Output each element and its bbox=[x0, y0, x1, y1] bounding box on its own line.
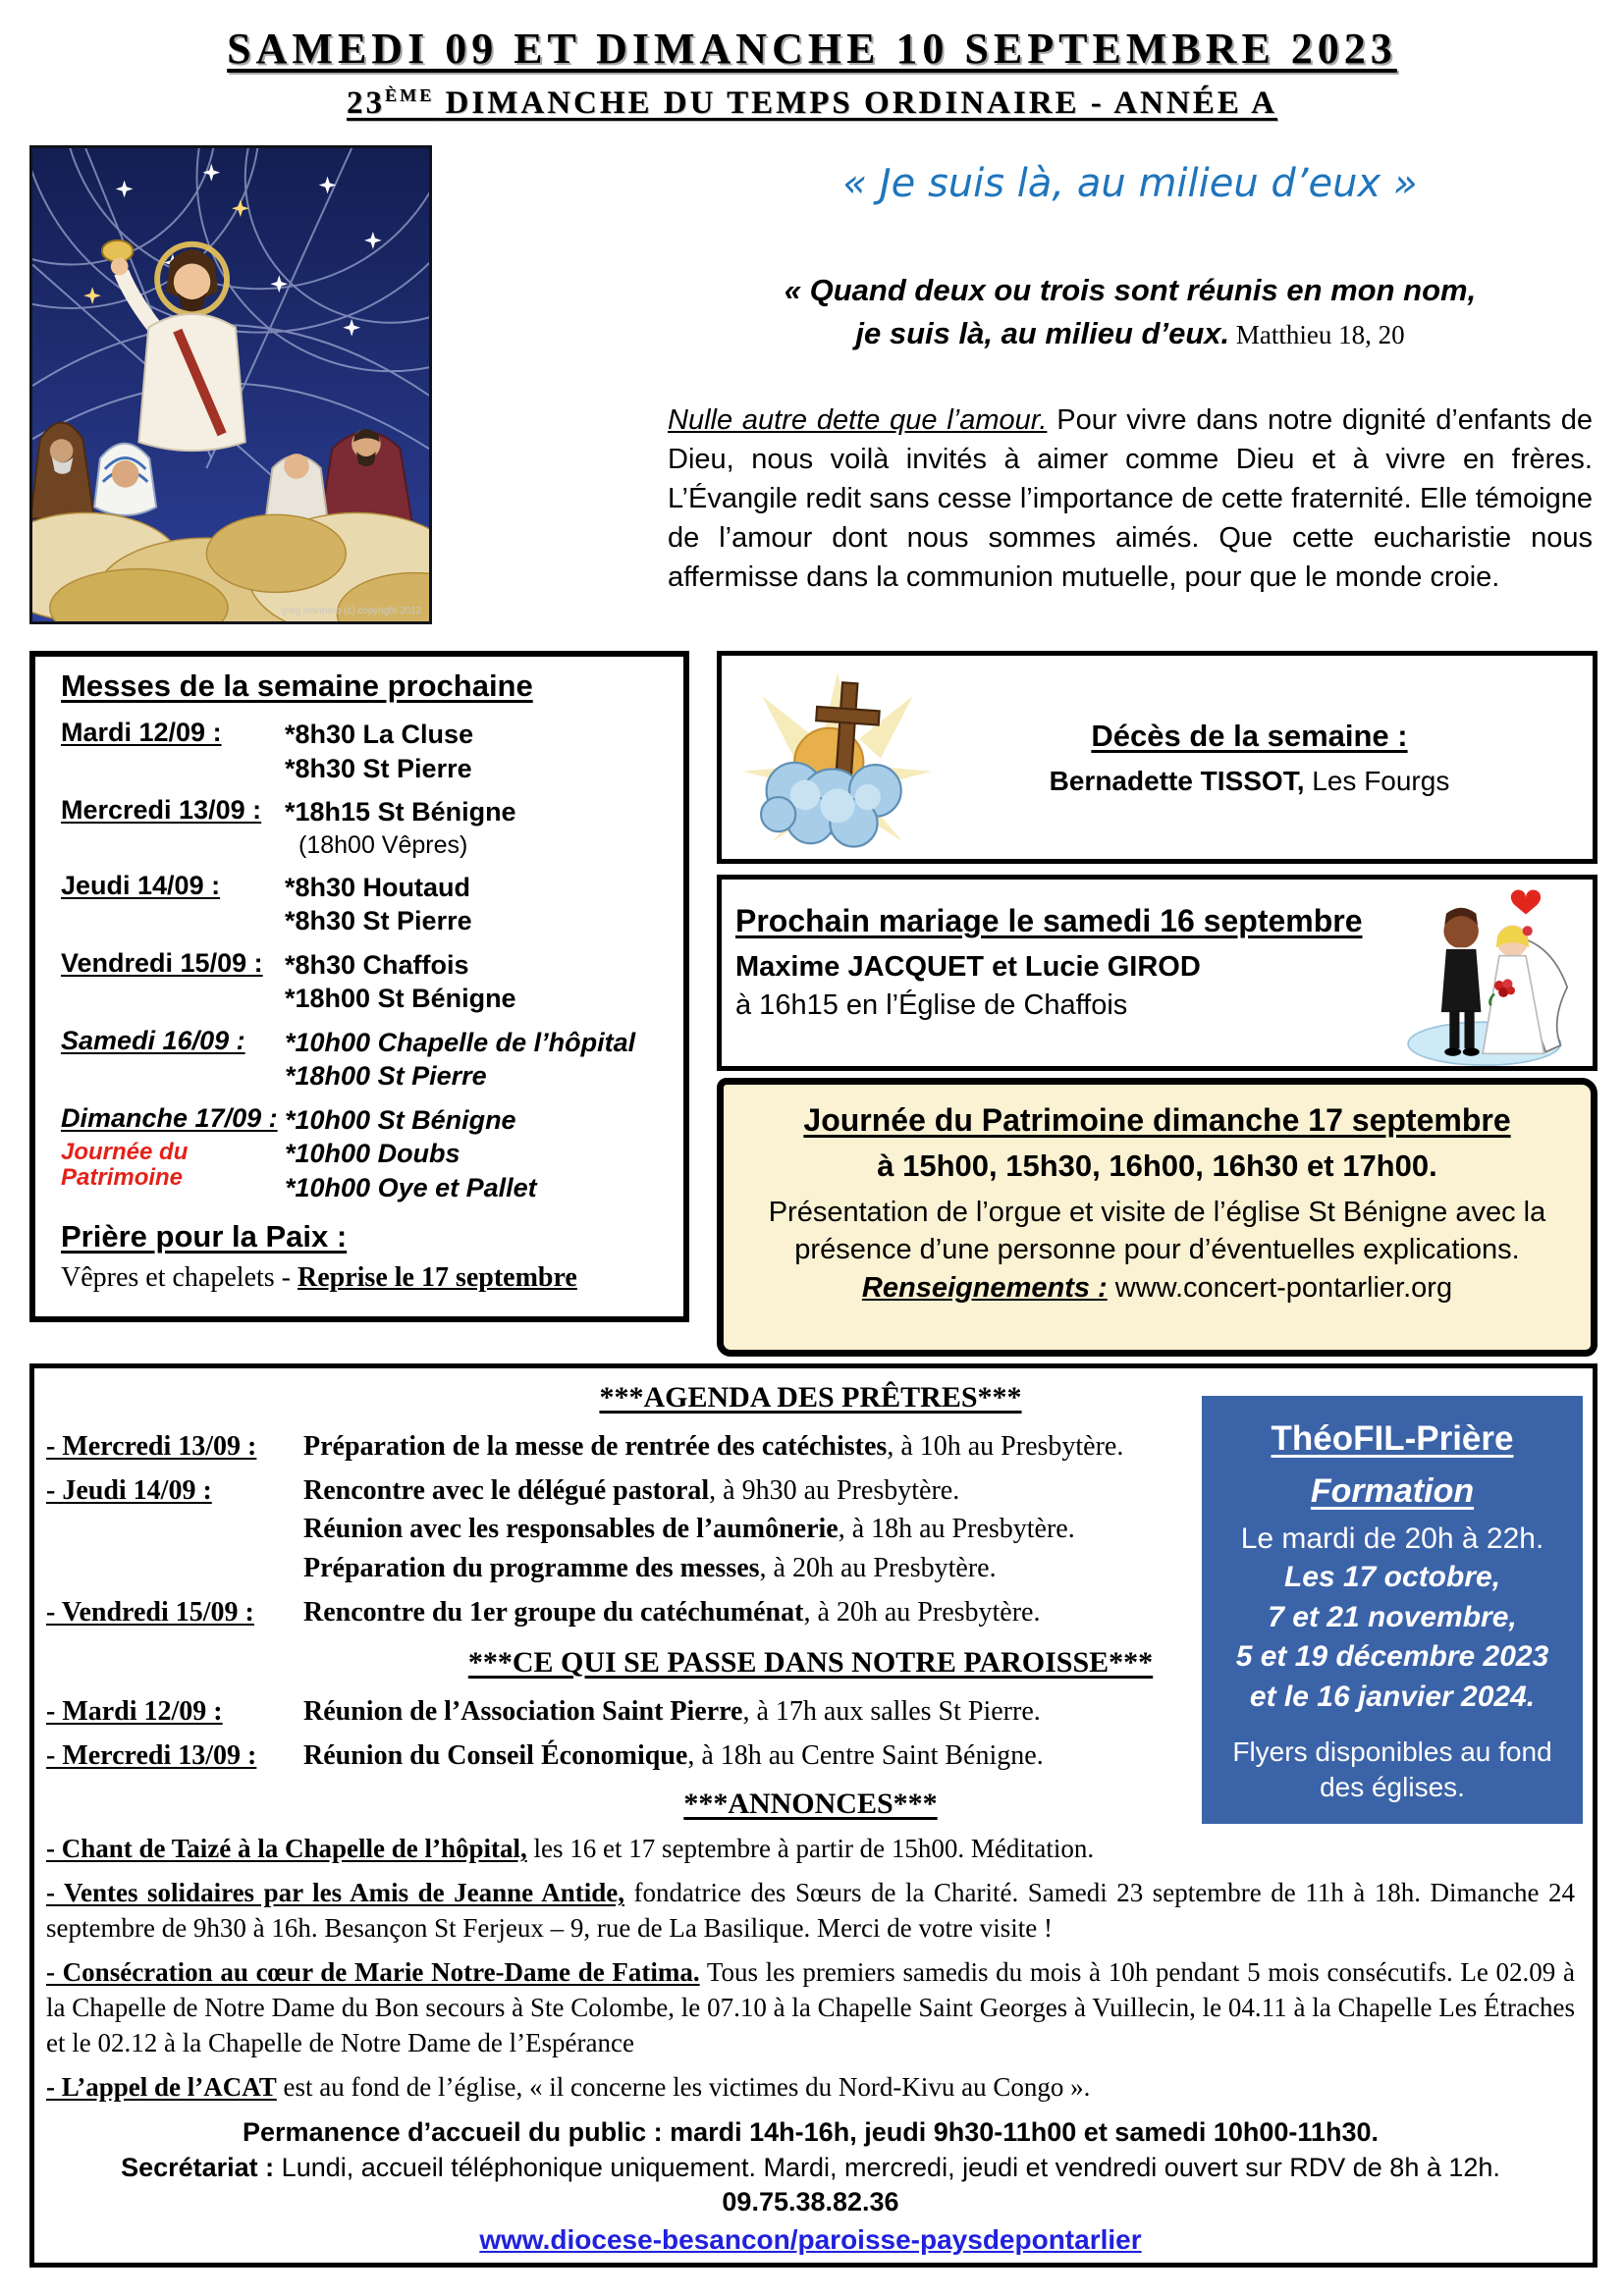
annonce-item: - Consécration au cœur de Marie Notre-Dame de Fatima. Tous les premiers samedis du mois à 10h pendant 5 mois consécutifs. Le 02.09 à la Chapelle de Notre Dame du Bon secours à Ste Colombe, le 07.10 à la Chapelle Saint Georges à Vuillecin, le 04.11 à la Chapelle Les Étraches et le 02.12 à la Chapelle de Notre Dame de l’Espérance bbox=[46, 1957, 1575, 2057]
mass-day-label: Mercredi 13/09 : bbox=[61, 795, 262, 826]
mass-time: *18h00 St Bénigne bbox=[285, 984, 516, 1014]
wedding-couple-icon bbox=[1384, 880, 1593, 1066]
mass-time: *10h00 Chapelle de l’hôpital bbox=[285, 1027, 636, 1057]
mass-day bbox=[61, 718, 285, 785]
mass-day bbox=[61, 1103, 285, 1205]
mass-day-label: Mardi 12/09 : bbox=[61, 718, 222, 747]
footer-permanence: Permanence d’accueil du public : mardi 14h-16h, jeudi 9h30-11h00 et samedi 10h00-11h30. bbox=[243, 2116, 1379, 2147]
main-box bbox=[29, 1363, 1597, 2268]
mass-time: *8h30 Houtaud bbox=[285, 872, 471, 902]
deces-place: Les Fourgs bbox=[1304, 765, 1450, 796]
mass-time: *18h00 St Pierre bbox=[285, 1061, 487, 1092]
peace-text: Vêpres et chapelets - bbox=[61, 1261, 298, 1293]
schedule-entry: Réunion du Conseil Économique, à 18h au Centre Saint Bénigne. bbox=[303, 1740, 1044, 1772]
gospel-verse bbox=[668, 269, 1593, 355]
patrimoine-info-label: Renseignements : bbox=[861, 1271, 1108, 1304]
mariage-detail: à 16h15 en l’Église de Chaffois bbox=[735, 989, 1128, 1021]
mass-day bbox=[61, 871, 285, 938]
subtitle-text: DIMANCHE DU TEMPS ORDINAIRE - ANNÉE A bbox=[434, 85, 1278, 121]
mass-row bbox=[61, 948, 676, 1016]
intro-body: Pour vivre dans notre dignité d’enfants de Dieu, nous voilà invités à aimer comme Dieu et à vivre en frères. L’Évangile redit sans cesse l’importance de cette fraternité. Elle témoigne de l’amour dont nous sommes aimés. Que cette eucharistie nous affermisse dans la communion mutuelle, pour que le monde croie. bbox=[668, 404, 1593, 594]
patrimoine-title: Journée du Patrimoine dimanche 17 septembre bbox=[803, 1102, 1511, 1138]
deces-box bbox=[717, 651, 1597, 864]
annonces-title: ***ANNONCES*** bbox=[683, 1788, 938, 1821]
annonce-item: - L’appel de l’ACAT est au fond de l’église, « il concerne les victimes du Nord-Kivu au Congo ». bbox=[46, 2071, 1091, 2102]
schedule-entry: Réunion avec les responsables de l’aumônerie, à 18h au Presbytère. bbox=[303, 1514, 1075, 1545]
schedule-entry: Rencontre du 1er groupe du catéchuménat, à 20h au Presbytère. bbox=[303, 1596, 1041, 1628]
mariage-title: Prochain mariage le samedi 16 septembre bbox=[735, 903, 1363, 938]
footer bbox=[46, 2115, 1575, 2257]
mass-time: *10h00 Oye et Pallet bbox=[285, 1173, 537, 1203]
mass-row bbox=[61, 795, 676, 861]
theofil-schedule: Le mardi de 20h à 22h. bbox=[1240, 1522, 1544, 1555]
mass-time: *8h30 St Pierre bbox=[285, 906, 472, 936]
patrimoine-note: Journée du Patrimoine bbox=[61, 1138, 189, 1192]
footer-secretariat-text: Lundi, accueil téléphonique uniquement. Mardi, mercredi, jeudi et vendredi ouvert sur RDV de 8h à 12h. bbox=[274, 2152, 1500, 2182]
annonce-item: - Ventes solidaires par les Amis de Jeanne Antide, fondatrice des Sœurs de la Charité. Samedi 23 septembre de 11h à 18h. Dimanche 24 septembre de 9h30 à 16h. Besançon St Ferjeux – 9, rue de La Basilique. Merci de votre visite ! bbox=[46, 1878, 1575, 1944]
deces-text bbox=[946, 719, 1593, 797]
mass-time: *8h30 La Cluse bbox=[285, 720, 474, 749]
annonce-item: - Chant de Taizé à la Chapelle de l’hôpital, les 16 et 17 septembre à partir de 15h00. Méditation. bbox=[46, 1834, 1095, 1864]
mass-day-label: Samedi 16/09 : bbox=[61, 1025, 245, 1055]
mass-row bbox=[61, 1103, 676, 1205]
masses-title: Messes de la semaine prochaine bbox=[61, 668, 533, 703]
agenda-title: ***AGENDA DES PRÊTRES*** bbox=[599, 1381, 1022, 1414]
footer-secretariat bbox=[46, 2151, 1575, 2221]
deces-title: Décès de la semaine : bbox=[1091, 718, 1408, 753]
schedule-entry: Préparation de la messe de rentrée des catéchistes, à 10h au Presbytère. bbox=[303, 1431, 1124, 1462]
mass-times bbox=[285, 795, 516, 861]
mariage-couple: Maxime JACQUET et Lucie GIROD bbox=[735, 951, 1201, 983]
intro-column bbox=[668, 147, 1593, 597]
theofil-date: et le 16 janvier 2024. bbox=[1249, 1680, 1536, 1713]
schedule-date: - Mercredi 13/09 : bbox=[46, 1431, 257, 1462]
main-quote: « Je suis là, au milieu d’eux » bbox=[842, 161, 1418, 206]
mass-time: *18h15 St Bénigne bbox=[285, 797, 516, 828]
mass-row bbox=[61, 718, 676, 785]
mass-time: *10h00 Doubs bbox=[285, 1139, 460, 1169]
footer-phone: 09.75.38.82.36 bbox=[722, 2187, 899, 2217]
patrimoine-times: à 15h00, 15h30, 16h00, 16h30 et 17h00. bbox=[877, 1148, 1437, 1183]
page-subtitle bbox=[0, 85, 1624, 122]
schedule-date: - Jeudi 14/09 : bbox=[46, 1475, 212, 1507]
mass-day bbox=[61, 795, 285, 861]
masses-box bbox=[29, 651, 689, 1322]
subtitle-ordinal: ÈME bbox=[384, 85, 435, 105]
theofil-note: Flyers disponibles au fond des églises. bbox=[1232, 1736, 1552, 1803]
theofil-date: Les 17 octobre, bbox=[1283, 1561, 1501, 1593]
footer-secretariat-label: Secrétariat : bbox=[121, 2152, 275, 2182]
intro-paragraph bbox=[668, 400, 1593, 597]
schedule-entry: Préparation du programme des messes, à 20h au Presbytère. bbox=[303, 1552, 997, 1583]
deces-name bbox=[946, 766, 1553, 797]
intro-lead: Nulle autre dette que l’amour. bbox=[668, 404, 1048, 437]
patrimoine-body-text: Présentation de l’orgue et visite de l’église St Bénigne avec la présence d’une personne pour d’éventuelles explications. bbox=[768, 1197, 1546, 1266]
peace-title: Prière pour la Paix : bbox=[61, 1218, 348, 1254]
patrimoine-box bbox=[717, 1078, 1597, 1357]
schedule-date: - Vendredi 15/09 : bbox=[46, 1596, 254, 1628]
verse-reference: Matthieu 18, 20 bbox=[1229, 320, 1405, 350]
mass-day bbox=[61, 1026, 285, 1094]
page-title: SAMEDI 09 ET DIMANCHE 10 SEPTEMBRE 2023 bbox=[227, 25, 1397, 73]
patrimoine-website-link[interactable]: www.concert-pontarlier.org bbox=[1107, 1271, 1453, 1304]
mariage-box bbox=[717, 875, 1597, 1071]
peace-restart-date: Reprise le 17 septembre bbox=[298, 1261, 577, 1293]
verse-line-1: « Quand deux ou trois sont réunis en mon nom, bbox=[784, 273, 1477, 307]
mass-time: *8h30 St Pierre bbox=[285, 753, 472, 783]
mass-day-label: Dimanche 17/09 : bbox=[61, 1102, 278, 1133]
mass-time: *8h30 Chaffois bbox=[285, 949, 469, 980]
mass-day bbox=[61, 948, 285, 1016]
mass-row bbox=[61, 1026, 676, 1094]
deces-name-bold: Bernadette TISSOT, bbox=[1049, 765, 1305, 796]
painting-credit: greg mannaro (c) copyright 2012 bbox=[281, 606, 422, 617]
theofil-dates bbox=[1214, 1558, 1571, 1717]
mass-times bbox=[285, 871, 472, 938]
gospel-painting bbox=[29, 145, 432, 624]
theofil-box bbox=[1202, 1396, 1583, 1824]
paroisse-title: ***CE QUI SE PASSE DANS NOTRE PAROISSE*** bbox=[467, 1645, 1154, 1679]
mass-times bbox=[285, 1026, 635, 1094]
mass-time: *10h00 St Bénigne bbox=[285, 1104, 516, 1135]
mass-time: (18h00 Vêpres) bbox=[298, 830, 468, 859]
theofil-subtitle: Formation bbox=[1310, 1472, 1475, 1510]
schedule-entry: Rencontre avec le délégué pastoral, à 9h30 au Presbytère. bbox=[303, 1475, 960, 1507]
mariage-text bbox=[722, 880, 1384, 1066]
theofil-title: ThéoFIL-Prière bbox=[1271, 1419, 1514, 1458]
theofil-date: 7 et 21 novembre, bbox=[1268, 1600, 1517, 1633]
mass-times bbox=[285, 718, 473, 785]
mass-day-label: Vendredi 15/09 : bbox=[61, 947, 263, 978]
verse-line-2 bbox=[668, 312, 1593, 355]
footer-website-link[interactable]: www.diocese-besancon/paroisse-paysdepontarlier bbox=[479, 2224, 1142, 2256]
gospel-painting-art bbox=[32, 148, 429, 621]
mass-times bbox=[285, 948, 516, 1016]
mass-day-label: Jeudi 14/09 : bbox=[61, 870, 221, 900]
cross-cloud-icon bbox=[730, 664, 946, 852]
peace-line bbox=[61, 1262, 676, 1294]
verse-line-2-text: je suis là, au milieu d’eux. bbox=[855, 316, 1230, 351]
subtitle-number: 23 bbox=[346, 85, 385, 121]
mass-times bbox=[285, 1103, 537, 1205]
patrimoine-text bbox=[747, 1194, 1567, 1307]
header bbox=[0, 24, 1624, 122]
mass-row bbox=[61, 871, 676, 938]
theofil-date: 5 et 19 décembre 2023 bbox=[1235, 1640, 1549, 1673]
schedule-entry: Réunion de l’Association Saint Pierre, à 17h aux salles St Pierre. bbox=[303, 1695, 1041, 1727]
schedule-date: - Mardi 12/09 : bbox=[46, 1695, 223, 1727]
schedule-date: - Mercredi 13/09 : bbox=[46, 1740, 257, 1772]
